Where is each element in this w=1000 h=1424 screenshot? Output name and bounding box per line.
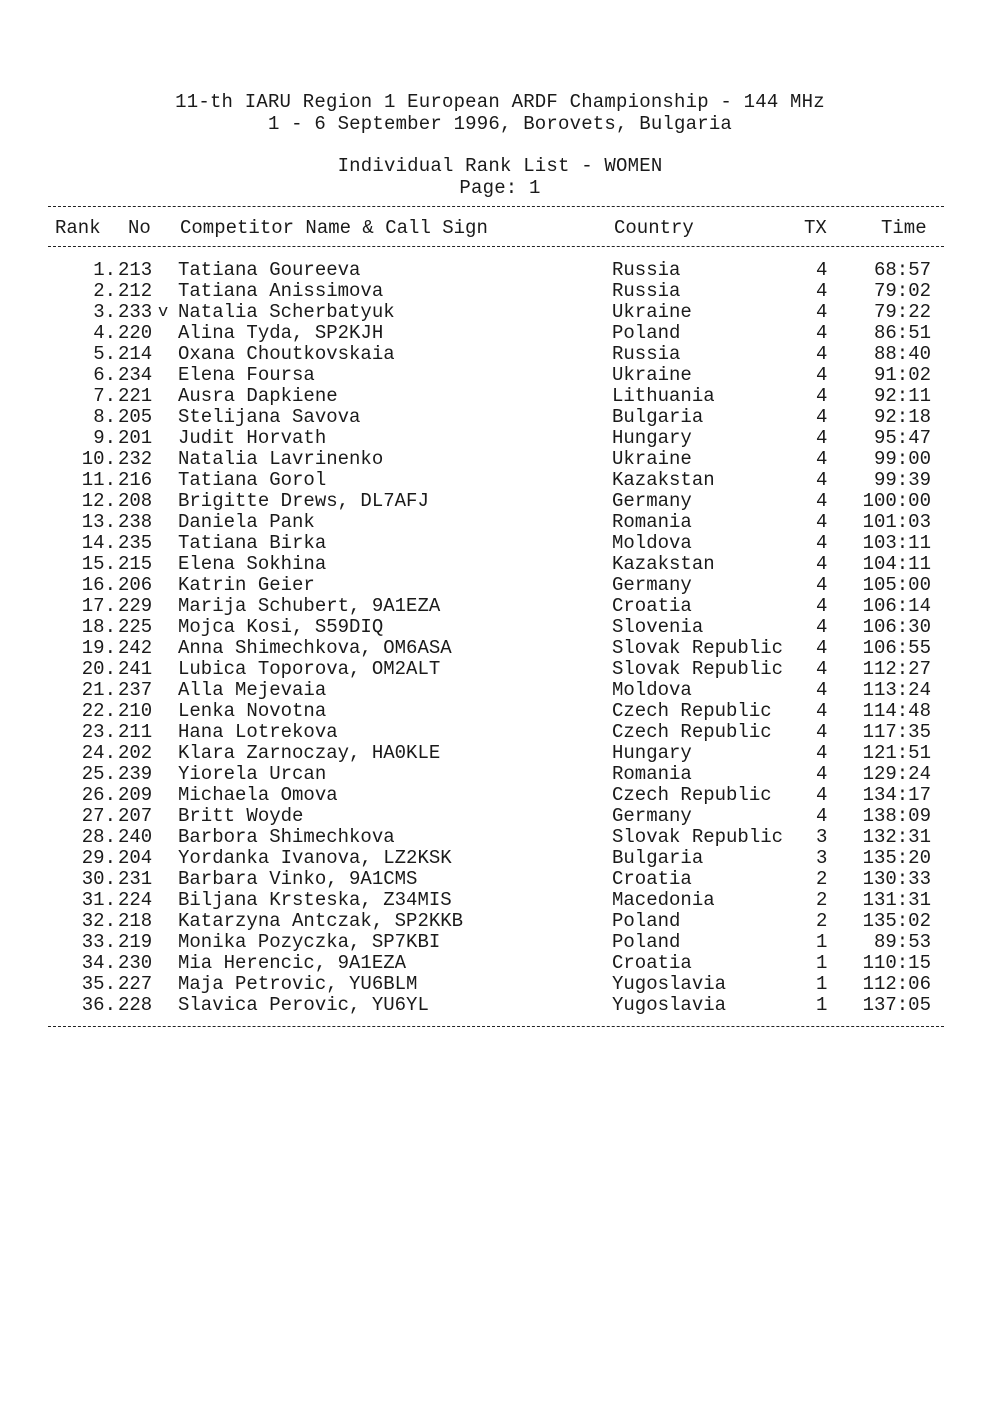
time-cell: 106:30: [862, 616, 931, 638]
country-cell: Ukraine: [612, 448, 692, 470]
time-cell: 114:48: [862, 700, 931, 722]
tx-count-cell: 3: [816, 847, 828, 869]
rank-cell: 13.: [81, 511, 116, 533]
number-cell: 214: [118, 343, 153, 365]
number-cell: 220: [118, 322, 153, 344]
number-cell: 206: [118, 574, 153, 596]
competitor-name-cell: Biljana Krsteska, Z34MIS: [178, 889, 452, 911]
tx-count-cell: 4: [816, 406, 828, 428]
tx-count-cell: 4: [816, 679, 828, 701]
competitor-name-cell: Monika Pozyczka, SP7KBI: [178, 931, 441, 953]
number-cell: 218: [118, 910, 153, 932]
competitor-name-cell: Ausra Dapkiene: [178, 385, 338, 407]
country-cell: Russia: [612, 280, 681, 302]
time-cell: 89:53: [873, 931, 931, 953]
table-row: [0, 743, 1000, 764]
table-row: [0, 386, 1000, 407]
country-cell: Czech Republic: [612, 721, 772, 743]
rank-cell: 16.: [81, 574, 116, 596]
rank-cell: 14.: [81, 532, 116, 554]
table-row: [0, 533, 1000, 554]
table-row: [0, 827, 1000, 848]
country-cell: Poland: [612, 322, 681, 344]
table-row: [0, 764, 1000, 785]
country-cell: Lithuania: [612, 385, 715, 407]
header-tx: TX: [804, 217, 827, 239]
competitor-name-cell: Alla Mejevaia: [178, 679, 327, 701]
tx-count-cell: 4: [816, 742, 828, 764]
competitor-name-cell: Elena Foursa: [178, 364, 315, 386]
results-table: [0, 260, 1000, 1016]
rank-cell: 36.: [81, 994, 116, 1016]
rank-cell: 4.: [93, 322, 116, 344]
time-cell: 79:22: [873, 301, 931, 323]
tx-count-cell: 4: [816, 322, 828, 344]
tx-count-cell: 2: [816, 889, 828, 911]
tx-count-cell: 1: [816, 973, 828, 995]
country-cell: Slovenia: [612, 616, 704, 638]
tx-count-cell: 4: [816, 763, 828, 785]
number-cell: 234: [118, 364, 153, 386]
bottom-divider: [48, 1026, 944, 1027]
rank-cell: 20.: [81, 658, 116, 680]
rank-cell: 25.: [81, 763, 116, 785]
championship-title: 11-th IARU Region 1 European ARDF Championship - 144 MHz: [175, 91, 825, 113]
number-cell: 229: [118, 595, 153, 617]
table-row: [0, 596, 1000, 617]
country-cell: Hungary: [612, 427, 692, 449]
rank-cell: 3.: [93, 301, 116, 323]
time-cell: 68:57: [873, 259, 931, 281]
competitor-name-cell: Yordanka Ivanova, LZ2KSK: [178, 847, 452, 869]
competitor-name-cell: Elena Sokhina: [178, 553, 327, 575]
rank-cell: 31.: [81, 889, 116, 911]
competitor-name-cell: Stelijana Savova: [178, 406, 361, 428]
rank-cell: 2.: [93, 280, 116, 302]
number-cell: 241: [118, 658, 153, 680]
rank-cell: 26.: [81, 784, 116, 806]
rank-cell: 32.: [81, 910, 116, 932]
tx-count-cell: 4: [816, 448, 828, 470]
tx-count-cell: 1: [816, 952, 828, 974]
country-cell: Ukraine: [612, 364, 692, 386]
competitor-name-cell: Lenka Novotna: [178, 700, 327, 722]
championship-dates: 1 - 6 September 1996, Borovets, Bulgaria: [267, 113, 733, 135]
number-cell: 224: [118, 889, 153, 911]
number-cell: 205: [118, 406, 153, 428]
number-cell: 240: [118, 826, 153, 848]
country-cell: Slovak Republic: [612, 826, 784, 848]
country-cell: Germany: [612, 490, 692, 512]
number-cell: 207: [118, 805, 153, 827]
rank-cell: 6.: [93, 364, 116, 386]
tx-count-cell: 4: [816, 721, 828, 743]
competitor-name-cell: Katarzyna Antczak, SP2KKB: [178, 910, 464, 932]
country-cell: Hungary: [612, 742, 692, 764]
rank-cell: 30.: [81, 868, 116, 890]
country-cell: Poland: [612, 931, 681, 953]
table-row: [0, 995, 1000, 1016]
rank-cell: 1.: [93, 259, 116, 281]
competitor-name-cell: Klara Zarnoczay, HA0KLE: [178, 742, 441, 764]
time-cell: 121:51: [862, 742, 931, 764]
time-cell: 100:00: [862, 490, 931, 512]
country-cell: Romania: [612, 763, 692, 785]
country-cell: Russia: [612, 343, 681, 365]
number-cell: 230: [118, 952, 153, 974]
table-row: [0, 911, 1000, 932]
tx-count-cell: 4: [816, 637, 828, 659]
table-row: [0, 281, 1000, 302]
competitor-name-cell: Brigitte Drews, DL7AFJ: [178, 490, 429, 512]
time-cell: 91:02: [873, 364, 931, 386]
rank-cell: 19.: [81, 637, 116, 659]
competitor-name-cell: Tatiana Anissimova: [178, 280, 384, 302]
country-cell: Yugoslavia: [612, 973, 727, 995]
time-cell: 103:11: [862, 532, 931, 554]
rank-cell: 28.: [81, 826, 116, 848]
tx-count-cell: 4: [816, 574, 828, 596]
tx-count-cell: 4: [816, 553, 828, 575]
rank-cell: 35.: [81, 973, 116, 995]
competitor-name-cell: Maja Petrovic, YU6BLM: [178, 973, 418, 995]
tx-count-cell: 4: [816, 259, 828, 281]
table-row: [0, 575, 1000, 596]
table-row: [0, 722, 1000, 743]
table-row: [0, 932, 1000, 953]
country-cell: Ukraine: [612, 301, 692, 323]
table-row: [0, 701, 1000, 722]
tx-count-cell: 4: [816, 343, 828, 365]
table-row: [0, 302, 1000, 323]
country-cell: Germany: [612, 574, 692, 596]
tx-count-cell: 1: [816, 931, 828, 953]
rank-cell: 21.: [81, 679, 116, 701]
time-cell: 99:39: [873, 469, 931, 491]
table-row: [0, 470, 1000, 491]
number-cell: 232: [118, 448, 153, 470]
country-cell: Romania: [612, 511, 692, 533]
rank-cell: 23.: [81, 721, 116, 743]
header-country: Country: [614, 217, 694, 239]
rank-cell: 8.: [93, 406, 116, 428]
competitor-name-cell: Judit Horvath: [178, 427, 327, 449]
number-cell: 235: [118, 532, 153, 554]
country-cell: Croatia: [612, 595, 692, 617]
time-cell: 134:17: [862, 784, 931, 806]
time-cell: 95:47: [873, 427, 931, 449]
tx-count-cell: 4: [816, 490, 828, 512]
rank-cell: 18.: [81, 616, 116, 638]
competitor-name-cell: Michaela Omova: [178, 784, 338, 806]
competitor-name-cell: Daniela Pank: [178, 511, 315, 533]
tx-count-cell: 4: [816, 427, 828, 449]
competitor-name-cell: Barbora Shimechkova: [178, 826, 395, 848]
table-row: [0, 680, 1000, 701]
time-cell: 135:20: [862, 847, 931, 869]
tx-count-cell: 1: [816, 994, 828, 1016]
rank-cell: 34.: [81, 952, 116, 974]
number-cell: 202: [118, 742, 153, 764]
competitor-name-cell: Natalia Lavrinenko: [178, 448, 384, 470]
country-cell: Czech Republic: [612, 784, 772, 806]
country-cell: Moldova: [612, 679, 692, 701]
table-row: [0, 953, 1000, 974]
number-cell: 208: [118, 490, 153, 512]
country-cell: Slovak Republic: [612, 637, 784, 659]
table-row: [0, 974, 1000, 995]
time-cell: 104:11: [862, 553, 931, 575]
tx-count-cell: 4: [816, 805, 828, 827]
table-row: [0, 848, 1000, 869]
number-cell: 219: [118, 931, 153, 953]
time-cell: 86:51: [873, 322, 931, 344]
page-number: Page: 1: [459, 177, 541, 199]
country-cell: Moldova: [612, 532, 692, 554]
country-cell: Russia: [612, 259, 681, 281]
time-cell: 113:24: [862, 679, 931, 701]
competitor-name-cell: Tatiana Gorol: [178, 469, 327, 491]
number-cell: 242: [118, 637, 153, 659]
top-divider: [48, 206, 944, 207]
competitor-name-cell: Yiorela Urcan: [178, 763, 327, 785]
number-cell: 204: [118, 847, 153, 869]
time-cell: 130:33: [862, 868, 931, 890]
time-cell: 112:27: [862, 658, 931, 680]
competitor-name-cell: Britt Woyde: [178, 805, 304, 827]
competitor-name-cell: Hana Lotrekova: [178, 721, 338, 743]
rank-cell: 7.: [93, 385, 116, 407]
rank-cell: 11.: [81, 469, 116, 491]
competitor-name-cell: Mia Herencic, 9A1EZA: [178, 952, 407, 974]
rank-cell: 5.: [93, 343, 116, 365]
header-no: No: [128, 217, 151, 239]
country-cell: Yugoslavia: [612, 994, 727, 1016]
tx-count-cell: 4: [816, 511, 828, 533]
table-row: [0, 785, 1000, 806]
rank-cell: 22.: [81, 700, 116, 722]
time-cell: 99:00: [873, 448, 931, 470]
time-cell: 106:14: [862, 595, 931, 617]
table-row: [0, 365, 1000, 386]
country-cell: Croatia: [612, 952, 692, 974]
tx-count-cell: 4: [816, 616, 828, 638]
time-cell: 137:05: [862, 994, 931, 1016]
rank-cell: 29.: [81, 847, 116, 869]
rank-cell: 33.: [81, 931, 116, 953]
list-title: Individual Rank List - WOMEN: [337, 155, 663, 177]
time-cell: 117:35: [862, 721, 931, 743]
time-cell: 105:00: [862, 574, 931, 596]
number-cell: 209: [118, 784, 153, 806]
time-cell: 112:06: [862, 973, 931, 995]
time-cell: 135:02: [862, 910, 931, 932]
table-row: [0, 890, 1000, 911]
tx-count-cell: 4: [816, 532, 828, 554]
table-row: [0, 659, 1000, 680]
country-cell: Bulgaria: [612, 847, 704, 869]
time-cell: 101:03: [862, 511, 931, 533]
time-cell: 92:18: [873, 406, 931, 428]
rank-cell: 27.: [81, 805, 116, 827]
number-cell: 210: [118, 700, 153, 722]
competitor-name-cell: Barbara Vinko, 9A1CMS: [178, 868, 418, 890]
time-cell: 92:11: [873, 385, 931, 407]
competitor-name-cell: Mojca Kosi, S59DIQ: [178, 616, 384, 638]
number-cell: 215: [118, 553, 153, 575]
number-cell: 227: [118, 973, 153, 995]
country-cell: Germany: [612, 805, 692, 827]
tx-count-cell: 4: [816, 658, 828, 680]
number-cell: 233: [118, 301, 153, 323]
number-cell: 238: [118, 511, 153, 533]
number-cell: 211: [118, 721, 153, 743]
table-row: [0, 617, 1000, 638]
handwritten-check-mark: v: [158, 303, 169, 322]
table-row: [0, 491, 1000, 512]
competitor-name-cell: Katrin Geier: [178, 574, 315, 596]
competitor-name-cell: Oxana Choutkovskaia: [178, 343, 395, 365]
rank-cell: 12.: [81, 490, 116, 512]
table-row: [0, 512, 1000, 533]
tx-count-cell: 2: [816, 910, 828, 932]
country-cell: Kazakstan: [612, 469, 715, 491]
rank-cell: 10.: [81, 448, 116, 470]
time-cell: 129:24: [862, 763, 931, 785]
rank-cell: 17.: [81, 595, 116, 617]
country-cell: Bulgaria: [612, 406, 704, 428]
number-cell: 237: [118, 679, 153, 701]
competitor-name-cell: Alina Tyda, SP2KJH: [178, 322, 384, 344]
table-row: [0, 869, 1000, 890]
competitor-name-cell: Natalia Scherbatyuk: [178, 301, 395, 323]
time-cell: 88:40: [873, 343, 931, 365]
number-cell: 221: [118, 385, 153, 407]
table-row: [0, 323, 1000, 344]
competitor-name-cell: Lubica Toporova, OM2ALT: [178, 658, 441, 680]
time-cell: 138:09: [862, 805, 931, 827]
header-time: Time: [881, 217, 927, 239]
country-cell: Poland: [612, 910, 681, 932]
table-row: [0, 638, 1000, 659]
rank-cell: 24.: [81, 742, 116, 764]
table-row: [0, 344, 1000, 365]
time-cell: 131:31: [862, 889, 931, 911]
table-row: [0, 554, 1000, 575]
competitor-name-cell: Slavica Perovic, YU6YL: [178, 994, 429, 1016]
competitor-name-cell: Tatiana Goureeva: [178, 259, 361, 281]
number-cell: 201: [118, 427, 153, 449]
header-rank: Rank: [55, 217, 101, 239]
competitor-name-cell: Anna Shimechkova, OM6ASA: [178, 637, 452, 659]
competitor-name-cell: Tatiana Birka: [178, 532, 327, 554]
table-row: [0, 428, 1000, 449]
country-cell: Kazakstan: [612, 553, 715, 575]
number-cell: 228: [118, 994, 153, 1016]
time-cell: 106:55: [862, 637, 931, 659]
time-cell: 79:02: [873, 280, 931, 302]
tx-count-cell: 3: [816, 826, 828, 848]
tx-count-cell: 4: [816, 364, 828, 386]
tx-count-cell: 4: [816, 385, 828, 407]
tx-count-cell: 4: [816, 595, 828, 617]
table-row: [0, 449, 1000, 470]
number-cell: 239: [118, 763, 153, 785]
tx-count-cell: 4: [816, 784, 828, 806]
tx-count-cell: 4: [816, 301, 828, 323]
rank-cell: 9.: [93, 427, 116, 449]
country-cell: Czech Republic: [612, 700, 772, 722]
number-cell: 225: [118, 616, 153, 638]
table-row: [0, 260, 1000, 281]
header-name: Competitor Name & Call Sign: [180, 217, 488, 239]
number-cell: 231: [118, 868, 153, 890]
tx-count-cell: 2: [816, 868, 828, 890]
competitor-name-cell: Marija Schubert, 9A1EZA: [178, 595, 441, 617]
tx-count-cell: 4: [816, 280, 828, 302]
country-cell: Macedonia: [612, 889, 715, 911]
rank-cell: 15.: [81, 553, 116, 575]
country-cell: Slovak Republic: [612, 658, 784, 680]
tx-count-cell: 4: [816, 700, 828, 722]
country-cell: Croatia: [612, 868, 692, 890]
time-cell: 132:31: [862, 826, 931, 848]
tx-count-cell: 4: [816, 469, 828, 491]
table-row: [0, 407, 1000, 428]
number-cell: 212: [118, 280, 153, 302]
number-cell: 216: [118, 469, 153, 491]
time-cell: 110:15: [862, 952, 931, 974]
header-divider: [48, 246, 944, 247]
table-row: [0, 806, 1000, 827]
number-cell: 213: [118, 259, 153, 281]
